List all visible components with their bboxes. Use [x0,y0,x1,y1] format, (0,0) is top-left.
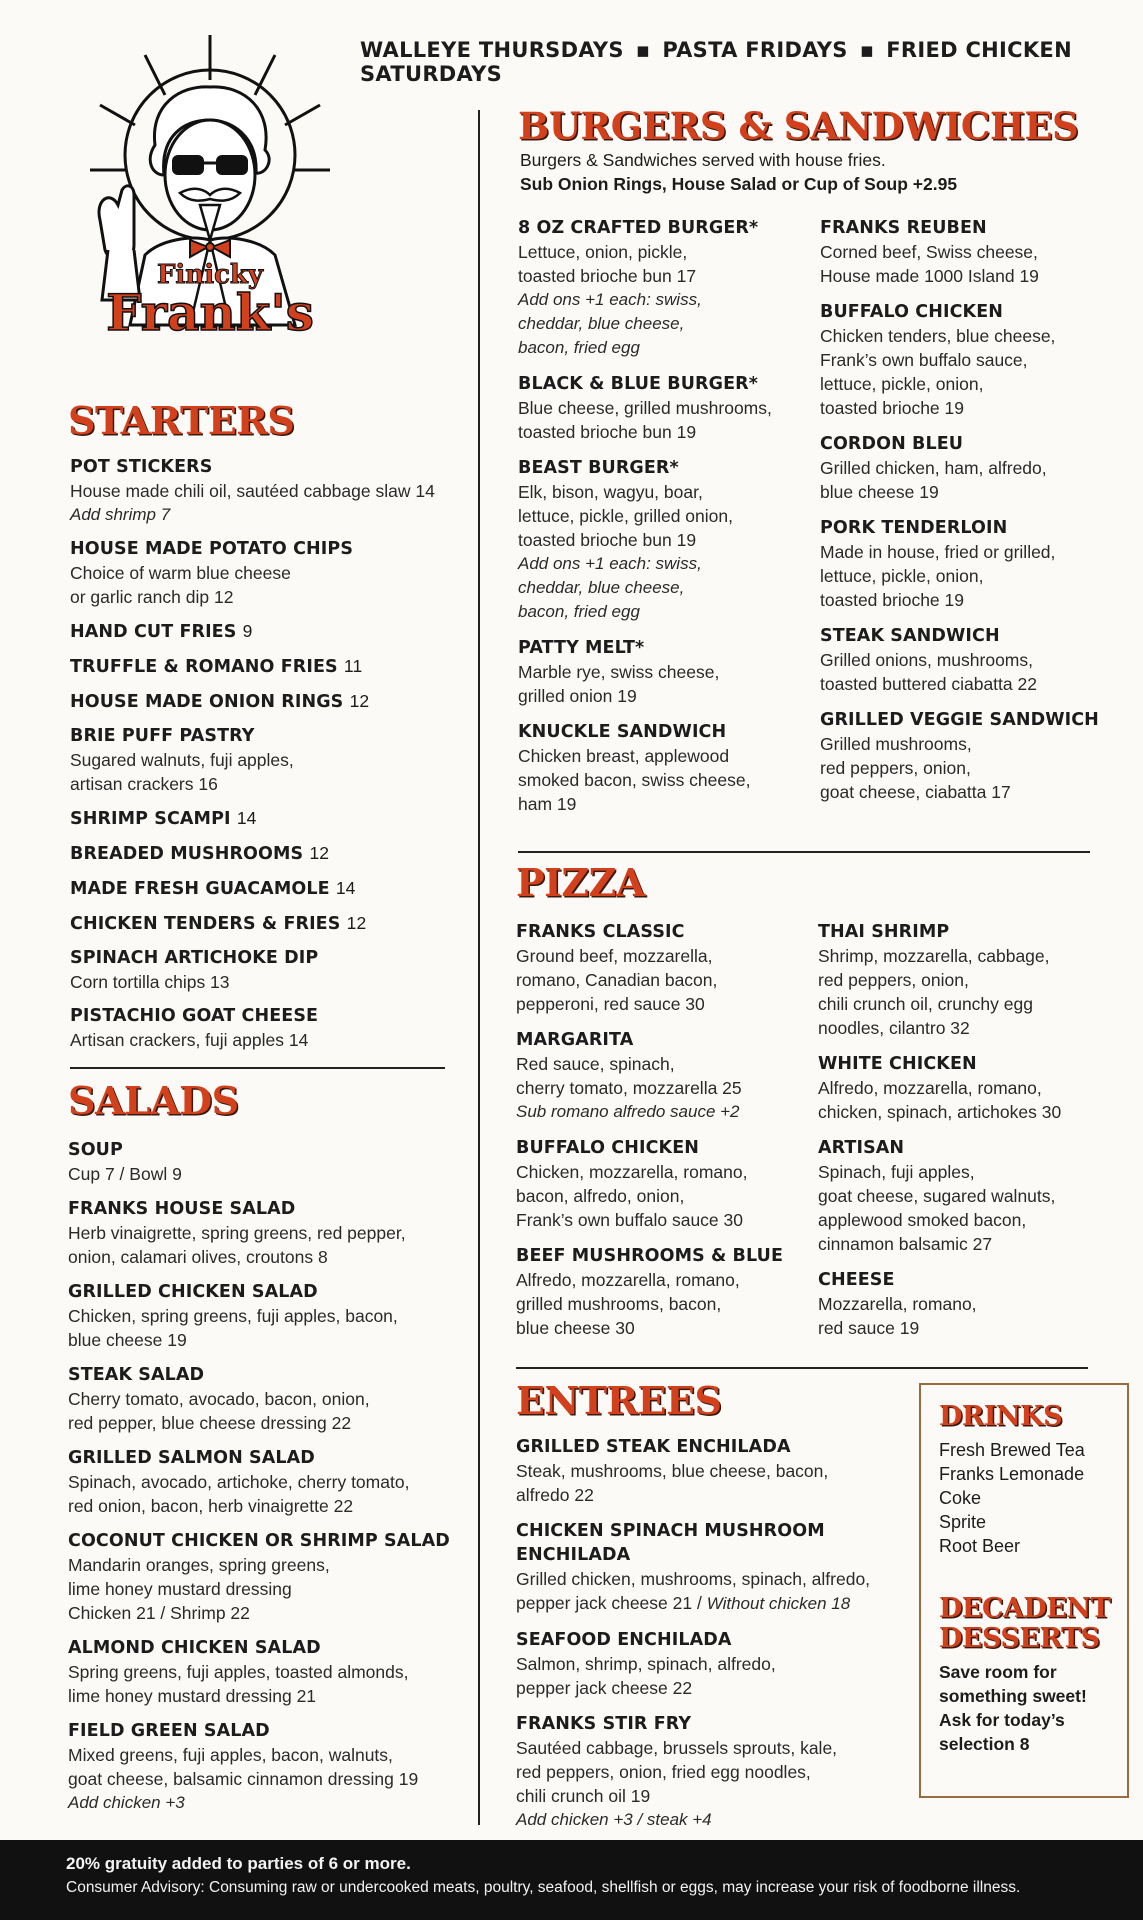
item-name [516,1028,816,1052]
menu-item [70,654,450,679]
item-description: Cherry tomato, avocado, bacon, onion, [68,1389,370,1409]
item-description: toasted brioche 19 [820,398,964,418]
item-name [68,1446,468,1470]
item-name-text: ALMOND CHICKEN SALAD [68,1638,321,1658]
item-description: toasted brioche bun 19 [518,530,697,550]
item-price: 14 [335,878,356,898]
item-description: chicken, spinach, artichokes 30 [818,1102,1062,1122]
entrees-list [516,1435,911,1844]
item-description: Mozzarella, romano, [818,1294,977,1314]
item-addon-note: bacon, fried egg [518,338,640,357]
item-name [68,1719,468,1743]
item-name-text: SOUP [68,1140,123,1160]
salads-title: SALADS [68,1078,239,1123]
item-description: Alfredo, mozzarella, romano, [818,1078,1042,1098]
item-description: goat cheese, ciabatta 17 [820,782,1011,802]
item-name [820,708,1120,732]
item-description: Shrimp, mozzarella, cabbage, [818,946,1050,966]
item-name [70,455,450,479]
menu-item [68,1529,468,1625]
item-name-text: HOUSE MADE ONION RINGS [70,692,344,712]
item-name [68,1529,468,1553]
drink-item: Franks Lemonade [939,1464,1085,1484]
menu-item [70,911,450,936]
item-name-text: GRILLED STEAK ENCHILADA [516,1437,791,1457]
menu-item [820,516,1120,612]
item-description: Chicken, spring greens, fuji apples, bacon, [68,1306,398,1326]
item-description: toasted buttered ciabatta 22 [820,674,1037,694]
special-2: PASTA FRIDAYS [662,38,848,62]
drink-item: Fresh Brewed Tea [939,1440,1085,1460]
item-description: Grilled onions, mushrooms, [820,650,1033,670]
item-description: blue cheese 19 [820,482,939,502]
item-addon-note: Add shrimp 7 [70,505,171,524]
salads-list [68,1138,468,1826]
item-addon-note: Sub romano alfredo sauce +2 [516,1102,740,1121]
menu-item [68,1719,468,1815]
gratuity-note: 20% gratuity added to parties of 6 or more. [66,1854,411,1873]
item-description: noodles, cilantro 32 [818,1018,970,1038]
menu-item [516,1519,911,1616]
divider [516,1367,1088,1369]
drink-item: Root Beer [939,1536,1021,1556]
item-description: Artisan crackers, fuji apples 14 [70,1030,309,1050]
item-description: grilled mushrooms, bacon, [516,1294,722,1314]
item-description: House made 1000 Island 19 [820,266,1039,286]
item-addon-note: Add chicken +3 / steak +4 [516,1810,712,1829]
item-description: red peppers, onion, [818,970,969,990]
item-name-text: MARGARITA [516,1030,634,1050]
item-name [70,841,450,866]
menu-item [68,1197,468,1269]
item-name [818,1052,1118,1076]
item-description: chili crunch oil 19 [516,1786,651,1806]
item-name [818,1136,1118,1160]
menu-item [516,1028,816,1124]
menu-item [818,1052,1118,1124]
item-description: red onion, bacon, herb vinaigrette 22 [68,1496,354,1516]
item-description: Chicken breast, applewood [518,746,730,766]
menu-item [518,216,808,360]
item-description: alfredo 22 [516,1485,594,1505]
item-addon-note: Add ons +1 each: swiss, [518,290,702,309]
item-name [516,1628,911,1652]
item-description: smoked bacon, swiss cheese, [518,770,751,790]
item-name-text: WHITE CHICKEN [818,1054,977,1074]
item-description: onion, calamari olives, croutons 8 [68,1247,328,1267]
menu-item [820,216,1120,288]
item-description: Blue cheese, grilled mushrooms, [518,398,772,418]
item-description: goat cheese, sugared walnuts, [818,1186,1056,1206]
burgers-right-list [820,216,1120,816]
dessert-line: Save room for [939,1662,1057,1682]
item-name [820,516,1120,540]
item-description: lime honey mustard dressing [68,1579,292,1599]
item-name [516,1435,911,1459]
item-addon-note: Add chicken +3 [68,1793,185,1812]
dessert-line: Ask for today’s [939,1710,1065,1730]
item-name-text: GRILLED CHICKEN SALAD [68,1282,318,1302]
logo-word-1: Finicky [156,260,264,290]
item-description: Grilled chicken, mushrooms, spinach, alfredo, [516,1569,871,1589]
logo-word-2: Frank's [106,283,314,342]
item-name [518,636,808,660]
item-description: Corn tortilla chips 13 [70,972,230,992]
item-addon-note: bacon, fried egg [518,602,640,621]
menu-item [70,689,450,714]
dessert-line: selection 8 [939,1734,1030,1754]
menu-item [518,636,808,708]
item-description: red sauce 19 [818,1318,920,1338]
item-description: Lettuce, onion, pickle, [518,242,688,262]
item-description: lime honey mustard dressing 21 [68,1686,317,1706]
item-name [518,372,808,396]
item-name-text: POT STICKERS [70,457,213,477]
item-name [68,1636,468,1660]
item-description-text: pepper jack cheese 21 / [516,1593,707,1613]
item-name [516,1712,911,1736]
item-description: pepperoni, red sauce 30 [516,994,705,1014]
menu-item [516,1628,911,1700]
menu-item [518,720,808,816]
pizza-right-list [818,920,1118,1352]
desserts-text [939,1660,1109,1756]
item-name-text: FRANKS HOUSE SALAD [68,1199,296,1219]
item-name-text: CORDON BLEU [820,434,964,454]
menu-item [68,1363,468,1435]
item-name-text: HAND CUT FRIES [70,622,237,642]
item-description: Spinach, fuji apples, [818,1162,975,1182]
item-description: blue cheese 30 [516,1318,635,1338]
item-price: 9 [242,621,253,641]
item-description: lettuce, pickle, onion, [820,566,984,586]
item-name-text: PORK TENDERLOIN [820,518,1008,538]
menu-item [516,920,816,1016]
item-description: lettuce, pickle, grilled onion, [518,506,733,526]
item-name-text: BEAST BURGER* [518,458,679,478]
item-description: cinnamon balsamic 27 [818,1234,993,1254]
item-name-text: BUFFALO CHICKEN [516,1138,699,1158]
menu-item [68,1138,468,1186]
item-name [70,1004,450,1028]
menu-item [516,1244,816,1340]
item-price: 12 [346,913,367,933]
menu-item [820,708,1120,804]
item-description: toasted brioche bun 17 [518,266,697,286]
item-price: 11 [343,656,363,676]
starters-title: STARTERS [68,398,295,443]
burgers-intro [520,148,957,196]
separator: ▪ [859,38,875,62]
item-name [818,1268,1118,1292]
burgers-intro-line-2: Sub Onion Rings, House Salad or Cup of Soup +2.95 [520,174,958,194]
item-description: Frank’s own buffalo sauce, [820,350,1028,370]
special-3: FRIED CHICKEN SATURDAYS [360,38,1072,86]
item-description: Sautéed cabbage, brussels sprouts, kale, [516,1738,838,1758]
item-name [70,806,450,831]
item-description: Mixed greens, fuji apples, bacon, walnuts, [68,1745,393,1765]
item-description: Cup 7 / Bowl 9 [68,1164,182,1184]
separator: ▪ [635,38,651,62]
item-name-text: BEEF MUSHROOMS & BLUE [516,1246,783,1266]
burgers-left-list [518,216,808,828]
item-description: Frank’s own buffalo sauce 30 [516,1210,743,1230]
item-name [68,1363,468,1387]
divider [518,851,1090,853]
item-name [518,216,808,240]
item-name-text: MADE FRESH GUACAMOLE [70,879,330,899]
menu-item [818,1268,1118,1340]
column-divider [478,110,480,1825]
item-description: House made chili oil, sautéed cabbage slaw 14 [70,481,435,501]
item-description: Spring greens, fuji apples, toasted almonds, [68,1662,409,1682]
item-description: Chicken, mozzarella, romano, [516,1162,748,1182]
menu-item [68,1280,468,1352]
menu-item [820,432,1120,504]
item-description: grilled onion 19 [518,686,637,706]
item-description: Mandarin oranges, spring greens, [68,1555,330,1575]
menu-item [516,1435,911,1507]
menu-item [820,300,1120,420]
item-name [820,300,1120,324]
item-name-text: COCONUT CHICKEN OR SHRIMP SALAD [68,1531,450,1551]
desserts-title-line-2: DESSERTS [939,1623,1100,1654]
item-description: Alfredo, mozzarella, romano, [516,1270,740,1290]
item-name [516,1136,816,1160]
menu-item [70,537,450,609]
item-name [516,1244,816,1268]
item-description: red peppers, onion, fried egg noodles, [516,1762,811,1782]
item-price: 14 [236,808,257,828]
item-description: Grilled chicken, ham, alfredo, [820,458,1047,478]
menu-item [820,624,1120,696]
item-name [68,1138,468,1162]
item-description: Made in house, fried or grilled, [820,542,1056,562]
item-name-text: BUFFALO CHICKEN [820,302,1003,322]
item-description: Red sauce, spinach, [516,1054,675,1074]
item-name [516,920,816,944]
item-description: Choice of warm blue cheese [70,563,291,583]
item-name [518,720,808,744]
item-name [70,654,450,679]
desserts-title-line-1: DECADENT [939,1593,1111,1624]
item-name-text: TRUFFLE & ROMANO FRIES [70,657,338,677]
item-name-text: BREADED MUSHROOMS [70,844,304,864]
item-name [820,432,1120,456]
item-description: red pepper, blue cheese dressing 22 [68,1413,352,1433]
burgers-title: BURGERS & SANDWICHES [518,104,1079,148]
item-price: 12 [309,843,330,863]
item-description: Corned beef, Swiss cheese, [820,242,1038,262]
drinks-list [939,1438,1109,1558]
item-name-text: KNUCKLE SANDWICH [518,722,727,742]
item-name [68,1280,468,1304]
item-name [818,920,1118,944]
item-description: bacon, alfredo, onion, [516,1186,685,1206]
mascot-illustration [60,25,360,385]
starters-list [70,455,450,1062]
item-name [518,456,808,480]
desserts-title [939,1594,1109,1654]
item-name-text: HOUSE MADE POTATO CHIPS [70,539,354,559]
item-description: ham 19 [518,794,577,814]
item-name [70,619,450,644]
item-description: applewood smoked bacon, [818,1210,1027,1230]
menu-item [818,920,1118,1040]
menu-item [70,876,450,901]
item-name [68,1197,468,1221]
drink-item: Sprite [939,1512,987,1532]
item-addon-note: cheddar, blue cheese, [518,578,685,597]
item-description: Ground beef, mozzarella, [516,946,713,966]
item-name-text: SPINACH ARTICHOKE DIP [70,948,319,968]
specials-banner [360,38,1120,86]
item-name-text: FRANKS CLASSIC [516,922,685,942]
item-name [70,537,450,561]
item-price: 12 [349,691,370,711]
item-name-text: SHRIMP SCAMPI [70,809,231,829]
item-description: blue cheese 19 [68,1330,187,1350]
item-name-text: STEAK SALAD [68,1365,205,1385]
item-name-text: FRANKS STIR FRY [516,1714,692,1734]
item-description: Elk, bison, wagyu, boar, [518,482,703,502]
item-name [516,1519,911,1567]
item-name [70,724,450,748]
menu-item [70,806,450,831]
menu-item [518,372,808,444]
item-description: Herb vinaigrette, spring greens, red pepper, [68,1223,406,1243]
item-name [70,689,450,714]
item-name-text: FRANKS REUBEN [820,218,987,238]
item-name [70,911,450,936]
pizza-left-list [516,920,816,1352]
item-description: Spinach, avocado, artichoke, cherry tomato, [68,1472,410,1492]
item-description: chili crunch oil, crunchy egg [818,994,1033,1014]
dessert-line: something sweet! [939,1686,1087,1706]
menu-item [516,1136,816,1232]
item-name-text: ARTISAN [818,1138,905,1158]
footer [0,1840,1143,1920]
item-description: pepper jack cheese 22 [516,1678,693,1698]
item-name-text: CHEESE [818,1270,895,1290]
item-description: romano, Canadian bacon, [516,970,718,990]
item-description: toasted brioche bun 19 [518,422,697,442]
item-description: cherry tomato, mozzarella 25 [516,1078,742,1098]
menu-item [70,841,450,866]
item-description: toasted brioche 19 [820,590,964,610]
special-1: WALLEYE THURSDAYS [360,38,624,62]
item-name [820,216,1120,240]
item-name-text: GRILLED VEGGIE SANDWICH [820,710,1099,730]
item-name-text: BLACK & BLUE BURGER* [518,374,758,394]
item-name-text: 8 OZ CRAFTED BURGER* [518,218,759,238]
item-description: Steak, mushrooms, blue cheese, bacon, [516,1461,829,1481]
pizza-title: PIZZA [516,860,645,905]
item-name [70,876,450,901]
item-addon-note: Add ons +1 each: swiss, [518,554,702,573]
item-name-text: THAI SHRIMP [818,922,950,942]
item-description: Chicken tenders, blue cheese, [820,326,1056,346]
menu-item [516,1712,911,1832]
menu-item [70,724,450,796]
menu-item [70,455,450,527]
menu-item [518,456,808,624]
menu-item [70,946,450,994]
item-name-text: SEAFOOD ENCHILADA [516,1630,732,1650]
menu-item [68,1446,468,1518]
entrees-title: ENTREES [516,1378,722,1423]
item-description: Sugared walnuts, fuji apples, [70,750,294,770]
finicky-franks-logo [60,25,360,385]
item-name-text: PISTACHIO GOAT CHEESE [70,1006,319,1026]
item-description: Chicken 21 / Shrimp 22 [68,1603,250,1623]
item-name-text: CHICKEN SPINACH MUSHROOM ENCHILADA [516,1521,825,1565]
item-description [516,1591,911,1616]
menu-item [818,1136,1118,1256]
menu-item [68,1636,468,1708]
drinks-title: DRINKS [939,1401,1063,1432]
item-name-text: PATTY MELT* [518,638,645,658]
item-name-text: CHICKEN TENDERS & FRIES [70,914,341,934]
consumer-advisory: Consumer Advisory: Consuming raw or undercooked meats, poultry, seafood, shellfish or eggs, may increase your risk of foodborne illness. [66,1879,1021,1896]
drinks-desserts-box [919,1383,1129,1798]
item-description: or garlic ranch dip 12 [70,587,234,607]
item-description: Salmon, shrimp, spinach, alfredo, [516,1654,776,1674]
item-description: red peppers, onion, [820,758,971,778]
item-name [70,946,450,970]
item-description: lettuce, pickle, onion, [820,374,984,394]
item-description: Marble rye, swiss cheese, [518,662,720,682]
item-name [820,624,1120,648]
drink-item: Coke [939,1488,982,1508]
item-description: goat cheese, balsamic cinnamon dressing 19 [68,1769,419,1789]
item-addon-note: cheddar, blue cheese, [518,314,685,333]
item-description-alt: Without chicken 18 [706,1594,851,1613]
item-description: artisan crackers 16 [70,774,218,794]
item-name-text: BRIE PUFF PASTRY [70,726,255,746]
menu-item [70,1004,450,1052]
menu-item [70,619,450,644]
item-name-text: STEAK SANDWICH [820,626,1000,646]
divider [70,1067,445,1069]
item-name-text: FIELD GREEN SALAD [68,1721,270,1741]
item-description: Grilled mushrooms, [820,734,972,754]
burgers-intro-line-1: Burgers & Sandwiches served with house fries. [520,150,886,170]
item-name-text: GRILLED SALMON SALAD [68,1448,315,1468]
